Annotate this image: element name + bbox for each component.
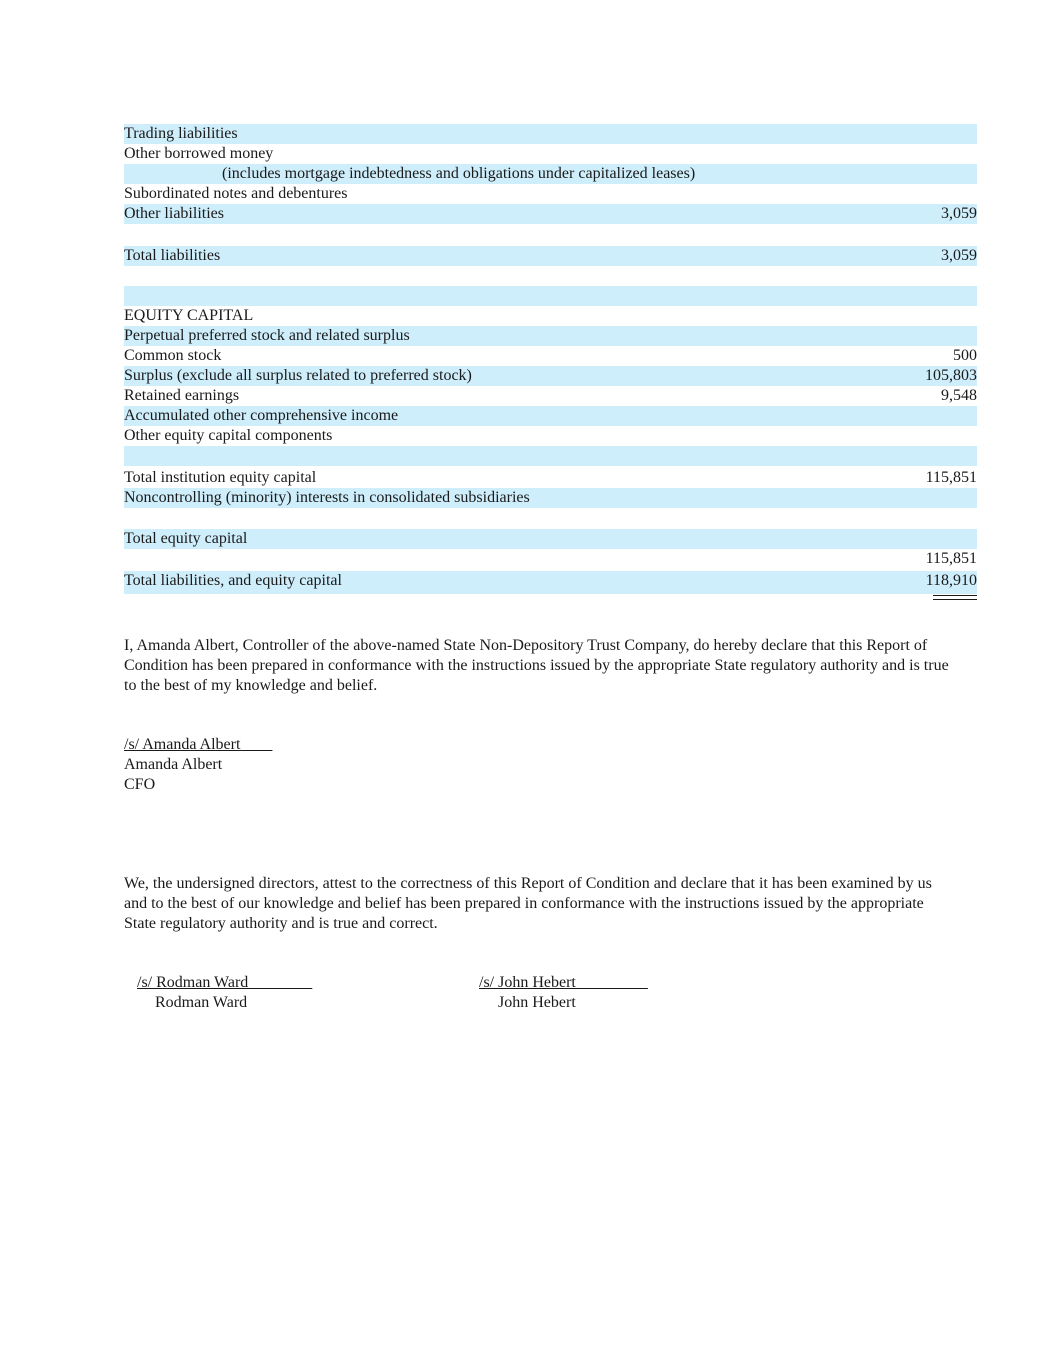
total-liabilities-value: 3,059 — [941, 247, 977, 264]
declaration-paragraph: I, Amanda Albert, Controller of the above-named State Non-Depository Trust Company, do hereby declare that this Report of Condition has been prepared in conformance with the instructions issued by the appropriate State regulatory authority and is true to the best of my knowledge and belief. — [124, 637, 949, 694]
line-item-label: Subordinated notes and debentures — [124, 185, 348, 202]
director-signature-line — [137, 973, 312, 993]
line-item-other-borrowed-money — [124, 144, 977, 164]
line-item-retained-earnings — [124, 386, 977, 406]
total-liabilities-equity-label: Total liabilities, and equity capital — [124, 572, 342, 589]
blank-row — [124, 446, 977, 466]
line-item-value: 9,548 — [941, 387, 977, 404]
line-item-value: 500 — [953, 347, 977, 364]
line-item-subordinated-notes — [124, 184, 977, 204]
controller-signature: /s/ Amanda Albert — [124, 736, 273, 753]
line-item-label: Other equity capital components — [124, 427, 333, 444]
controller-signature-line — [124, 735, 272, 755]
line-item-label: Other borrowed money — [124, 145, 274, 162]
equity-capital-header — [124, 306, 977, 326]
total-equity-label: Total equity capital — [124, 530, 248, 547]
total-equity-value: 115,851 — [925, 550, 977, 567]
total-institution-equity-value: 115,851 — [925, 469, 977, 486]
total-liabilities-equity-value: 118,910 — [925, 572, 977, 589]
line-item-trading-liabilities — [124, 124, 977, 144]
line-item-borrowed-money-note — [124, 164, 977, 184]
director-signature: /s/ John Hebert — [479, 974, 648, 991]
total-liabilities-equity-row — [124, 571, 977, 594]
line-item-label: Retained earnings — [124, 387, 240, 404]
director-signature-line — [479, 973, 648, 993]
line-item-other-liabilities — [124, 204, 977, 224]
director-name: Rodman Ward — [155, 994, 248, 1011]
line-item-label: Common stock — [124, 347, 222, 364]
total-liabilities-label: Total liabilities — [124, 247, 221, 264]
line-item-value: 3,059 — [941, 205, 977, 222]
line-item-other-equity-components — [124, 426, 977, 446]
total-institution-equity-label: Total institution equity capital — [124, 469, 317, 486]
noncontrolling-interests-label: Noncontrolling (minority) interests in consolidated subsidiaries — [124, 489, 530, 506]
double-underline — [933, 595, 977, 600]
blank-row — [124, 286, 977, 306]
total-equity-value-row — [124, 549, 977, 569]
line-item-common-stock — [124, 346, 977, 366]
director-signature: /s/ Rodman Ward — [137, 974, 313, 991]
line-item-perpetual-preferred-stock — [124, 326, 977, 346]
line-item-label: (includes mortgage indebtedness and obligations under capitalized leases) — [222, 165, 696, 182]
total-institution-equity-row — [124, 468, 977, 488]
line-item-label: Perpetual preferred stock and related surplus — [124, 327, 410, 344]
line-item-surplus — [124, 366, 977, 386]
noncontrolling-interests-row — [124, 488, 977, 508]
attestation-paragraph: We, the undersigned directors, attest to the correctness of this Report of Condition and declare that it has been examined by us and to the best of our knowledge and belief has been prepared in conformance with the instructions issued by the appropriate State regulatory authority and is true and correct. — [124, 875, 932, 932]
line-item-label: Accumulated other comprehensive income — [124, 407, 399, 424]
line-item-label: Other liabilities — [124, 205, 224, 222]
controller-title: CFO — [124, 776, 156, 793]
line-item-label: Trading liabilities — [124, 125, 238, 142]
controller-name: Amanda Albert — [124, 756, 223, 773]
line-item-accumulated-oci — [124, 406, 977, 426]
director-name: John Hebert — [498, 994, 576, 1011]
line-item-value: 105,803 — [925, 367, 977, 384]
section-heading: EQUITY CAPITAL — [124, 307, 254, 324]
line-item-label: Surplus (exclude all surplus related to preferred stock) — [124, 367, 472, 384]
total-liabilities-row — [124, 246, 977, 266]
total-equity-row — [124, 529, 977, 549]
